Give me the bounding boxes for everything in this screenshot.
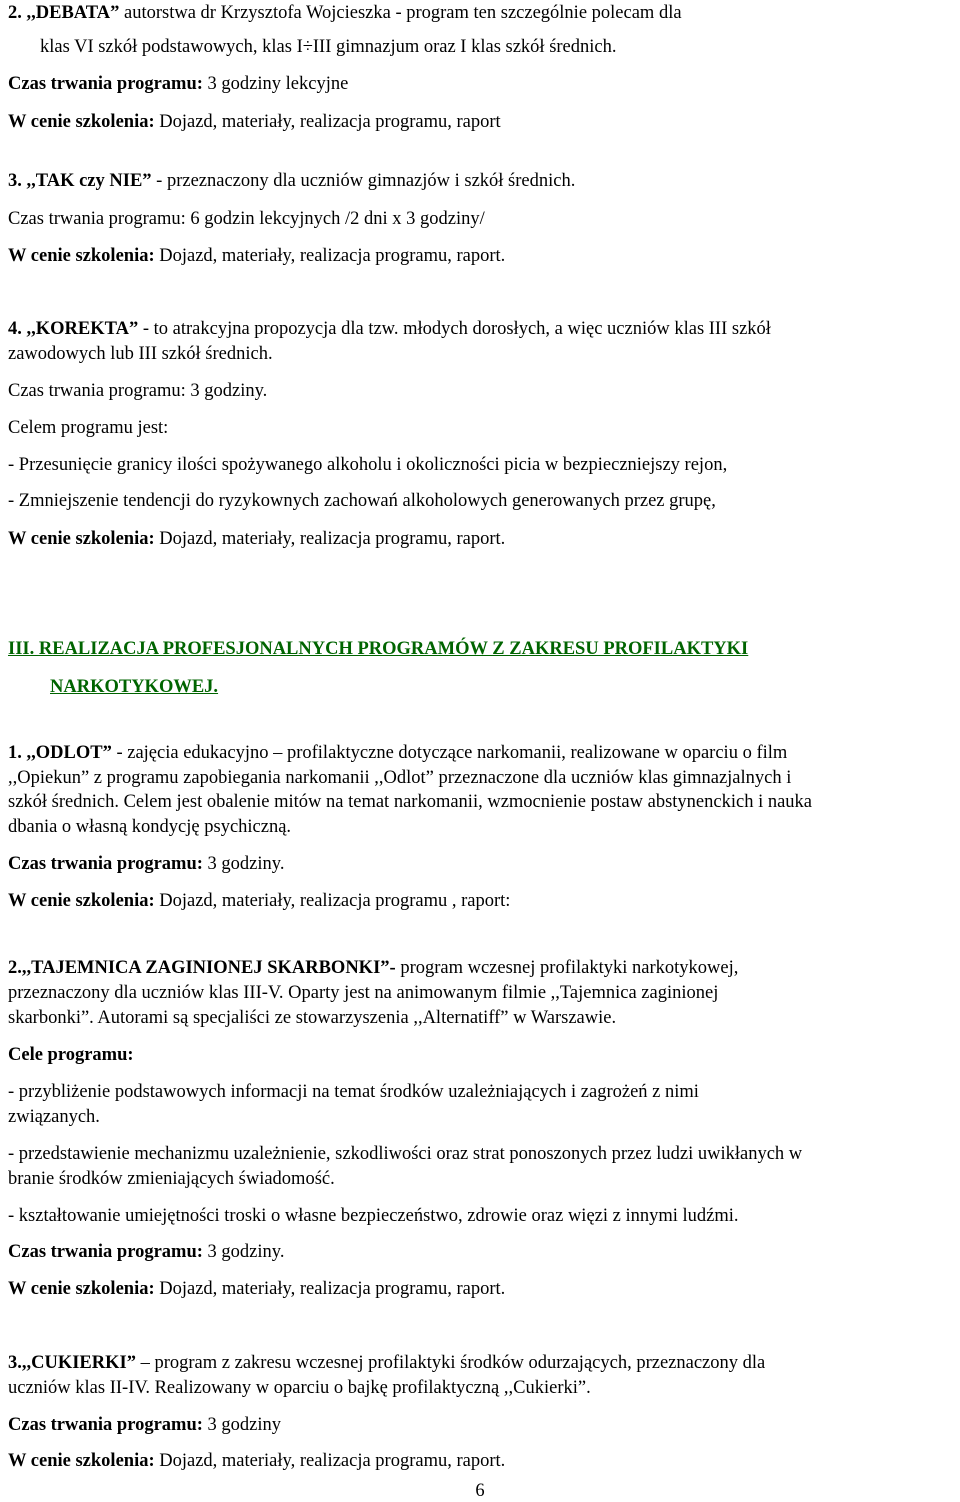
- duration-value: 3 godziny: [202, 1415, 282, 1435]
- tajemnica-duration: [8, 1241, 284, 1263]
- price-label: W cenie szkolenia:: [8, 1279, 155, 1299]
- duration-value: 3 godziny.: [202, 1242, 285, 1262]
- item-number: 1.: [8, 743, 27, 763]
- korekta-bullet-2: - Zmniejszenie tendencji do ryzykownych zachowań alkoholowych generowanych przez grupę,: [8, 491, 716, 511]
- program-title: ,,DEBATA”: [26, 3, 120, 23]
- price-value: Dojazd, materiały, realizacja programu, raport.: [154, 1279, 506, 1299]
- debata-duration: [8, 73, 348, 95]
- price-value: Dojazd, materiały, realizacja programu , raport:: [154, 891, 511, 911]
- duration-label: Czas trwania programu:: [8, 1415, 203, 1435]
- odlot-line-2: ,,Opiekun” z programu zapobiegania narkomanii ,,Odlot” przeznaczone dla uczniów klas gimnazjalnych i: [8, 768, 792, 788]
- section-heading-line-1: III. REALIZACJA PROFESJONALNYCH PROGRAMÓW Z ZAKRESU PROFILAKTYKI: [8, 639, 749, 659]
- cukierki-price: [8, 1450, 505, 1472]
- item-number: 4.: [8, 319, 27, 339]
- program-description: - to atrakcyjna propozycja dla tzw. młodych dorosłych, a więc uczniów klas III szkół: [138, 319, 771, 339]
- price-label: W cenie szkolenia:: [8, 1451, 155, 1471]
- program-description: - przeznaczony dla uczniów gimnazjów i szkół średnich.: [151, 171, 576, 191]
- program-title: 3.,,CUKIERKI”: [8, 1353, 136, 1373]
- price-value: Dojazd, materiały, realizacja programu, raport: [154, 112, 501, 132]
- odlot-title-line: [8, 742, 787, 764]
- debata-title-line: [8, 2, 682, 24]
- item-number: 2.: [8, 3, 27, 23]
- item-number: 3.: [8, 171, 27, 191]
- tak-title-line: [8, 170, 575, 192]
- duration-label: Czas trwania programu:: [8, 74, 203, 94]
- program-description: autorstwa dr Krzysztofa Wojcieszka - program ten szczególnie polecam dla: [119, 3, 682, 23]
- tak-price: [8, 245, 505, 267]
- odlot-price: [8, 890, 510, 912]
- tajemnica-goals-label: Cele programu:: [8, 1045, 134, 1065]
- program-description: - zajęcia edukacyjno – profilaktyczne dotyczące narkomanii, realizowane w oparciu o film: [111, 743, 788, 763]
- tajemnica-line-3: skarbonki”. Autorami są specjaliści ze stowarzyszenia ,,Alternatiff” w Warszawie.: [8, 1008, 617, 1028]
- page-number: 6: [475, 1481, 485, 1501]
- cukierki-title-line: [8, 1352, 765, 1374]
- program-description: – program z zakresu wczesnej profilaktyki środków odurzających, przeznaczony dla: [135, 1353, 766, 1373]
- tak-duration: Czas trwania programu: 6 godzin lekcyjnych /2 dni x 3 godziny/: [8, 209, 485, 229]
- duration-label: Czas trwania programu:: [8, 1242, 203, 1262]
- program-title: ,,TAK czy NIE”: [26, 171, 152, 191]
- program-title: 2.,,TAJEMNICA ZAGINIONEJ SKARBONKI”-: [8, 958, 396, 978]
- duration-value: 3 godziny lekcyjne: [202, 74, 349, 94]
- duration-value: 3 godziny.: [202, 854, 285, 874]
- tajemnica-price: [8, 1278, 505, 1300]
- price-value: Dojazd, materiały, realizacja programu, raport.: [154, 1451, 506, 1471]
- program-description: program wczesnej profilaktyki narkotykowej,: [395, 958, 739, 978]
- debata-line-2: klas VI szkół podstawowych, klas I÷III gimnazjum oraz I klas szkół średnich.: [40, 37, 617, 57]
- price-label: W cenie szkolenia:: [8, 112, 155, 132]
- price-label: W cenie szkolenia:: [8, 529, 155, 549]
- korekta-goal: Celem programu jest:: [8, 418, 169, 438]
- odlot-line-4: dbania o własną kondycję psychiczną.: [8, 817, 292, 837]
- tajemnica-title-line: [8, 957, 738, 979]
- korekta-bullet-1: - Przesunięcie granicy ilości spożywanego alkoholu i okoliczności picia w bezpieczniejszy rejon,: [8, 455, 728, 475]
- korekta-price: [8, 528, 505, 550]
- duration-label: Czas trwania programu:: [8, 854, 203, 874]
- tajemnica-goal-2a: - przedstawienie mechanizmu uzależnienie, szkodliwości oraz strat ponoszonych przez ludzi uwikłanych w: [8, 1144, 803, 1164]
- korekta-line-2: zawodowych lub III szkół średnich.: [8, 344, 273, 364]
- program-title: ,,KOREKTA”: [26, 319, 139, 339]
- price-label: W cenie szkolenia:: [8, 891, 155, 911]
- cukierki-line-2: uczniów klas II-IV. Realizowany w oparciu o bajkę profilaktyczną ,,Cukierki”.: [8, 1378, 591, 1398]
- section-heading-line-2: NARKOTYKOWEJ.: [50, 677, 219, 697]
- price-label: W cenie szkolenia:: [8, 246, 155, 266]
- korekta-duration: Czas trwania programu: 3 godziny.: [8, 381, 268, 401]
- tajemnica-goal-2b: branie środków zmieniających świadomość.: [8, 1169, 335, 1189]
- price-value: Dojazd, materiały, realizacja programu, raport.: [154, 246, 506, 266]
- tajemnica-goal-3: - kształtowanie umiejętności troski o własne bezpieczeństwo, zdrowie oraz więzi z innymi ludźmi.: [8, 1206, 739, 1226]
- odlot-line-3: szkół średnich. Celem jest obalenie mitów na temat narkomanii, wzmocnienie postaw abstynenckich i nauka: [8, 792, 813, 812]
- tajemnica-goal-1a: - przybliżenie podstawowych informacji na temat środków uzależniających i zagrożeń z nimi: [8, 1082, 699, 1102]
- korekta-title-line: [8, 318, 771, 340]
- price-value: Dojazd, materiały, realizacja programu, raport.: [154, 529, 506, 549]
- tajemnica-line-2: przeznaczony dla uczniów klas III-V. Oparty jest na animowanym filmie ,,Tajemnica zaginionej: [8, 983, 719, 1003]
- cukierki-duration: [8, 1414, 281, 1436]
- tajemnica-goal-1b: związanych.: [8, 1107, 100, 1127]
- debata-price: [8, 111, 501, 133]
- odlot-duration: [8, 853, 284, 875]
- program-title: ,,ODLOT”: [26, 743, 112, 763]
